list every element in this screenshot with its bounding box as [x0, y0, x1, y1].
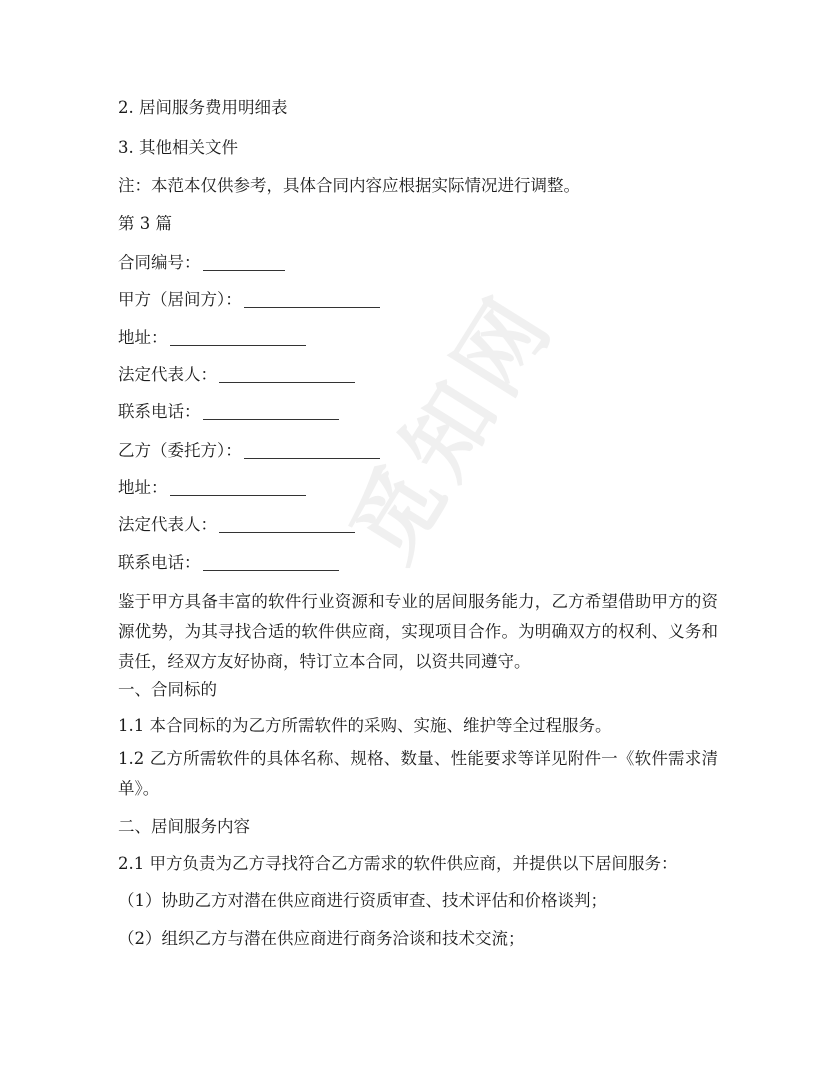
- field-label: 乙方（委托方）：: [118, 441, 242, 460]
- field-party-b: [118, 440, 380, 462]
- field-label: 联系电话：: [118, 553, 201, 572]
- field-party-a: [118, 289, 380, 311]
- watermark: 觅知网: [330, 274, 575, 579]
- sub-item-2: （2）组织乙方与潜在供应商进行商务洽谈和技术交流；: [118, 929, 525, 948]
- field-party-a-address: [118, 327, 306, 349]
- field-party-a-rep: [118, 364, 355, 386]
- article-1-heading: 一、合同标的: [118, 680, 217, 699]
- field-party-b-rep: [118, 514, 355, 536]
- fill-blank: [244, 442, 380, 459]
- fill-blank: [170, 329, 306, 346]
- fill-blank: [203, 403, 339, 420]
- fill-blank: [219, 366, 355, 383]
- section-title: 第 3 篇: [118, 214, 172, 233]
- clause-1-1: 1.1 本合同标的为乙方所需软件的采购、实施、维护等全过程服务。: [118, 716, 612, 735]
- field-label: 联系电话：: [118, 402, 201, 421]
- field-label: 法定代表人：: [118, 365, 217, 384]
- field-label: 甲方（居间方）：: [118, 290, 242, 309]
- field-party-a-phone: [118, 401, 339, 423]
- fill-blank: [203, 254, 285, 271]
- article-2-heading: 二、居间服务内容: [118, 817, 250, 836]
- field-party-b-address: [118, 477, 306, 499]
- fill-blank: [203, 554, 339, 571]
- fill-blank: [244, 291, 380, 308]
- preamble-paragraph: 鉴于甲方具备丰富的软件行业资源和专业的居间服务能力，乙方希望借助甲方的资源优势，为其寻找合适的软件供应商，实现项目合作。为明确双方的权利、义务和责任，经双方友好协商，特订立本合同，以资共同遵守。: [118, 592, 718, 671]
- clause-1-2: 1.2 乙方所需软件的具体名称、规格、数量、性能要求等详见附件一《软件需求清单》。: [118, 749, 718, 798]
- clause-2-1: 2.1 甲方负责为乙方寻找符合乙方需求的软件供应商，并提供以下居间服务：: [118, 854, 678, 873]
- field-contract-no: [118, 252, 285, 274]
- field-label: 地址：: [118, 478, 168, 497]
- note-text: 注：本范本仅供参考，具体合同内容应根据实际情况进行调整。: [118, 176, 580, 195]
- field-label: 法定代表人：: [118, 515, 217, 534]
- fill-blank: [219, 516, 355, 533]
- field-label: 地址：: [118, 328, 168, 347]
- field-party-b-phone: [118, 552, 339, 574]
- field-label: 合同编号：: [118, 253, 201, 272]
- sub-item-1: （1）协助乙方对潜在供应商进行资质审查、技术评估和价格谈判；: [118, 891, 607, 910]
- list-item-3: 3. 其他相关文件: [118, 138, 238, 157]
- list-item-2: 2. 居间服务费用明细表: [118, 98, 288, 117]
- fill-blank: [170, 479, 306, 496]
